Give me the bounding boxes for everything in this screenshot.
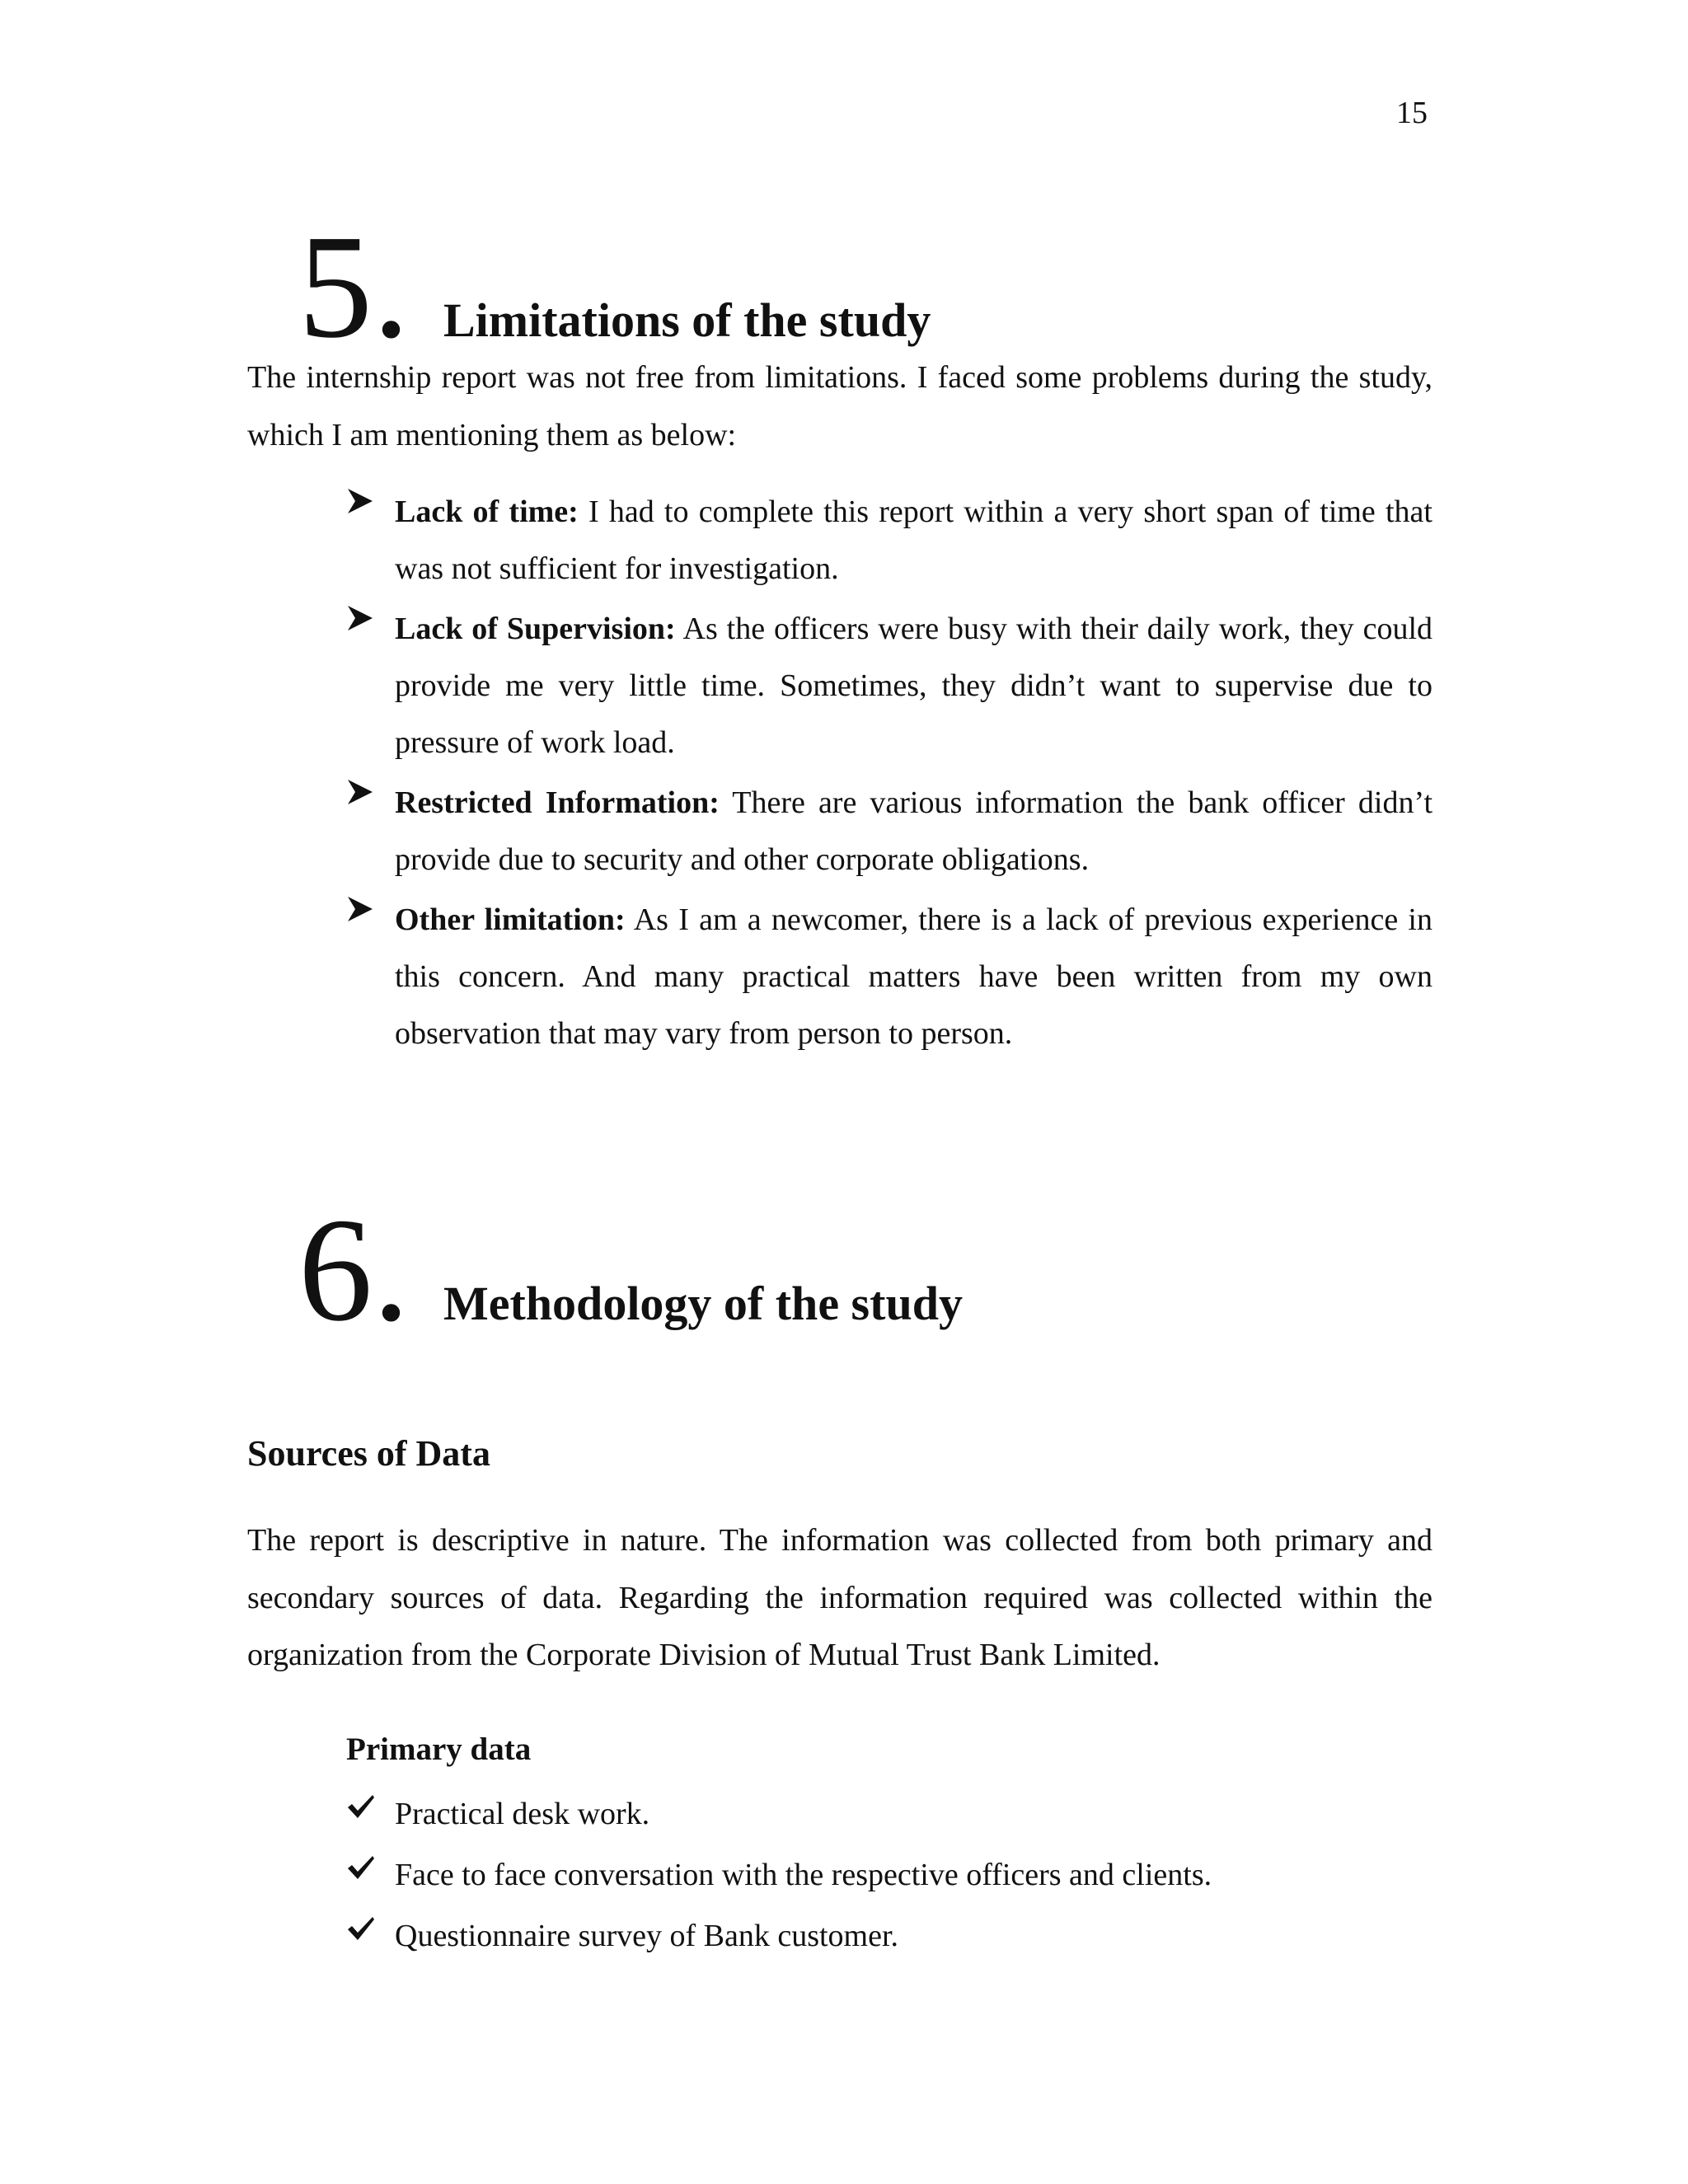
limitation-text: I had to complete this report within a very short span of time that was not sufficient for investigation. [395, 494, 1432, 586]
list-item [346, 1783, 1212, 1844]
primary-data-heading: Primary data [346, 1732, 532, 1767]
list-item [346, 1905, 1212, 1966]
arrowhead-bullet-icon [346, 895, 374, 923]
limitation-text: There are various information the bank officer didn’t provide due to security and other corporate obligations. [395, 785, 1432, 877]
section-heading-limitations [298, 204, 931, 368]
primary-item-text: Practical desk work. [395, 1797, 650, 1831]
section-heading-methodology [298, 1188, 963, 1352]
section-title: Methodology of the study [443, 1277, 963, 1330]
arrowhead-bullet-icon [346, 604, 374, 632]
limitation-term: Lack of time: [395, 494, 579, 529]
primary-item-text: Face to face conversation with the respective officers and clients. [395, 1858, 1212, 1892]
sources-paragraph: The report is descriptive in nature. The information was collected from both primary and secondary sources of data. Regarding the information required was collected within the organization from the Corporate Division of Mutual Trust Bank Limited. [247, 1523, 1432, 1672]
limitation-term: Other limitation: [395, 902, 626, 937]
section-title: Limitations of the study [443, 293, 931, 347]
arrowhead-bullet-icon [346, 778, 374, 806]
sources-of-data-heading: Sources of Data [247, 1433, 490, 1474]
primary-item-text: Questionnaire survey of Bank customer. [395, 1919, 899, 1953]
section-number: 6. [298, 1188, 410, 1352]
limitation-text: As the officers were busy with their daily work, they could provide me very little time. Sometimes, they didn’t want to supervise due to pressure of work load. [395, 612, 1433, 760]
arrowhead-bullet-icon [346, 487, 374, 515]
limitations-intro-paragraph: The internship report was not free from limitations. I faced some problems during the study, which I am mentioning them as below: [247, 360, 1432, 452]
limitation-text: As I am a newcomer, there is a lack of previous experience in this concern. And many practical matters have been written from my own observation that may vary from person to person. [395, 902, 1432, 1051]
checkmark-icon [346, 1854, 376, 1881]
list-item [346, 601, 1432, 771]
list-item [346, 1844, 1212, 1905]
limitations-list [346, 484, 1432, 1066]
page-number: 15 [1396, 96, 1428, 130]
limitation-term: Restricted Information: [395, 785, 720, 820]
list-item [346, 775, 1432, 888]
list-item [346, 892, 1432, 1062]
checkmark-icon [346, 1793, 376, 1820]
checkmark-icon [346, 1915, 376, 1942]
primary-data-list [346, 1783, 1212, 1966]
list-item [346, 484, 1432, 598]
section-number: 5. [298, 204, 410, 368]
limitation-term: Lack of Supervision: [395, 612, 676, 646]
